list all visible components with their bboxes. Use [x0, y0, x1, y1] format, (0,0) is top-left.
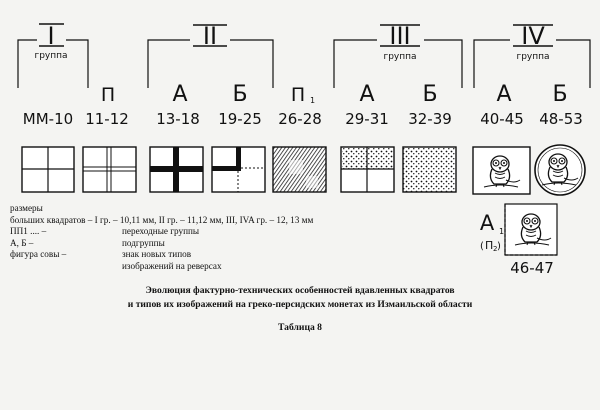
group-1-numeral: I	[47, 22, 55, 50]
letter-b-3: Б	[422, 82, 438, 107]
square-7	[403, 147, 456, 192]
legend	[10, 203, 313, 273]
group-1-word: группа	[34, 51, 68, 61]
legend-value: подгруппы	[122, 237, 165, 248]
square-3	[150, 147, 203, 192]
letter-a-3: А	[359, 82, 375, 107]
svg-text:(: (	[480, 241, 484, 252]
letter-p1-sub: 1	[310, 96, 316, 105]
letter-b-2: Б	[232, 82, 248, 107]
legend-line-2: больших квадратов – I гр. – 10,11 мм, II гр. – 11,12 мм, III, IVA гр. – 12, 13 мм	[10, 214, 314, 225]
letter-a1: А	[479, 211, 495, 235]
table-number: Таблица 8	[278, 322, 322, 333]
letter-a-2: А	[172, 82, 188, 107]
coin-owl	[535, 145, 585, 195]
square-8-owl	[473, 147, 530, 194]
group-3-word: группа	[383, 52, 417, 62]
range-label: 11-12	[85, 110, 129, 128]
letter-p2: П	[485, 239, 494, 252]
range-label: 19-25	[218, 110, 262, 128]
legend-key: ПП1 .... –	[10, 226, 47, 237]
group-1-bracket	[18, 22, 88, 88]
range-label: 13-18	[156, 110, 200, 128]
caption-line-2: и типов их изображений на греко-персидских монетах из Измаильской области	[127, 299, 473, 310]
group-3-numeral: III	[389, 22, 411, 50]
range-46-47: 46-47	[510, 259, 554, 277]
letter-b-4: Б	[552, 82, 568, 107]
group-2-bracket	[148, 22, 273, 88]
legend-item	[10, 249, 313, 261]
square-5	[273, 147, 326, 192]
range-label: 40-45	[480, 110, 524, 128]
legend-continuation: изображений на реверсах	[122, 260, 222, 271]
group-2-numeral: II	[202, 22, 218, 50]
letter-p2-sub: 2	[493, 245, 498, 253]
square-6	[341, 147, 394, 192]
letter-p1: П	[290, 84, 306, 106]
letter-p: П	[100, 84, 116, 106]
legend-value: переходные группы	[122, 226, 200, 237]
letter-a-4: А	[496, 82, 512, 107]
square-2	[83, 147, 136, 192]
square-4	[212, 147, 265, 192]
range-label: 32-39	[408, 110, 452, 128]
letter-a1-sub: 1	[499, 227, 505, 236]
legend-line-1: размеры	[10, 203, 43, 213]
group-4-word: группа	[516, 52, 550, 62]
svg-text:): )	[497, 241, 501, 252]
legend-value: знак новых типов	[122, 249, 192, 260]
legend-item	[10, 238, 313, 250]
legend-key: А, Б –	[10, 237, 34, 248]
variant-a1-p2	[480, 204, 557, 277]
group-4-numeral: IV	[521, 22, 545, 50]
range-label: ММ-10	[22, 110, 74, 128]
group-4-bracket	[474, 22, 590, 88]
range-label: 26-28	[278, 110, 322, 128]
range-label: 29-31	[345, 110, 389, 128]
legend-key: фигура совы –	[10, 249, 67, 260]
square-1	[22, 147, 74, 192]
range-label: 48-53	[539, 110, 583, 128]
legend-item	[10, 226, 313, 238]
caption-line-1: Эволюция фактурно-технических особенностей вдавленных квадратов	[145, 285, 455, 296]
group-3-bracket	[334, 22, 462, 88]
